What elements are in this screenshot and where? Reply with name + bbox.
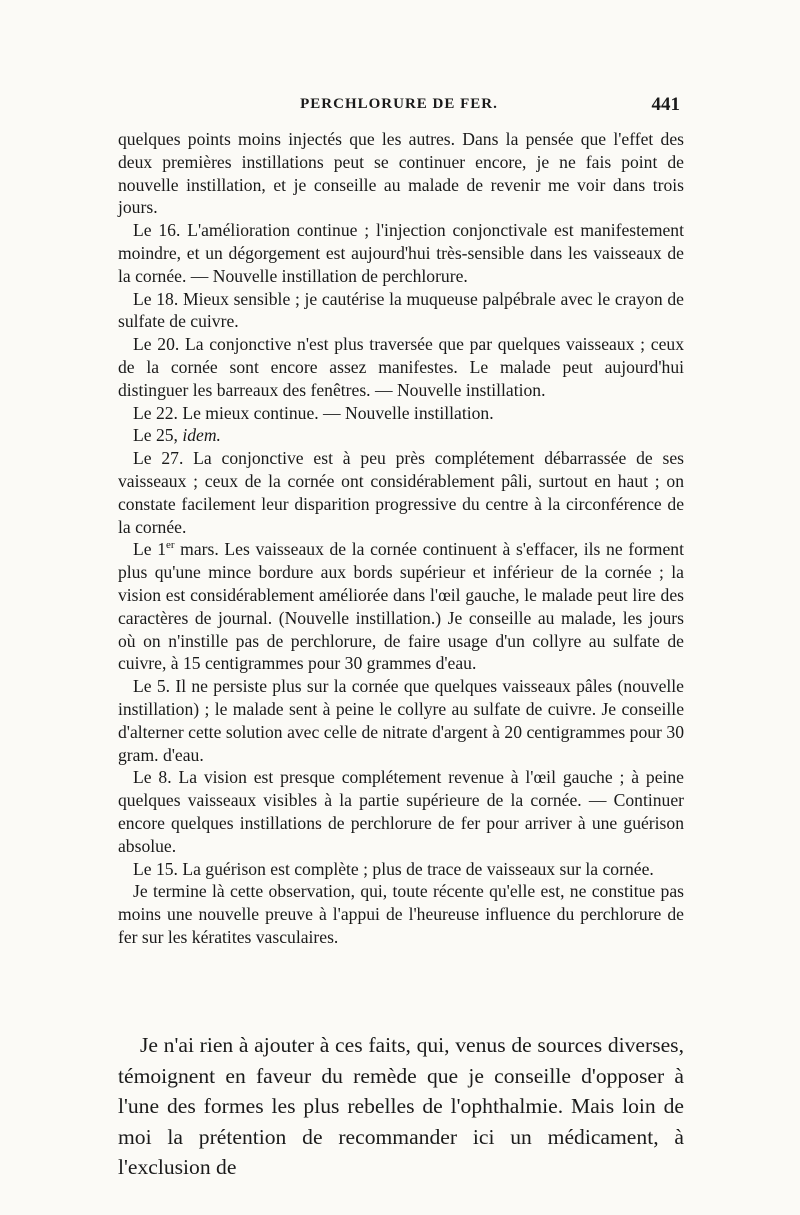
mars-prefix: Le 1: [133, 539, 166, 560]
mars-superscript: er: [166, 539, 175, 552]
paragraph-day-22: Le 22. Le mieux continue. — Nouvelle instillation.: [133, 402, 494, 423]
large-text-section: [118, 1030, 684, 1183]
day-25-idem: idem.: [182, 425, 221, 446]
paragraph-day-8: Le 8. La vision est presque complétement revenue à l'œil gauche ; à peine quelques vaisseaux visibles à la partie supérieure de la cornée. — Continuer encore quelques instillations de perchlorure de fer pour arriver à une guérison absolue.: [118, 767, 684, 856]
paragraph-day-25: [118, 424, 684, 447]
paragraph-mars-1: [118, 538, 684, 675]
day-25-prefix: Le 25,: [133, 425, 183, 446]
body-text: [118, 128, 684, 949]
paragraph-intro: quelques points moins injectés que les autres. Dans la pensée que l'effet des deux premières instillations peut se continuer encore, je ne fais point de nouvelle instillation, et je conseille au malade de revenir me voir dans trois jours.: [118, 129, 684, 218]
paragraph-day-20: Le 20. La conjonctive n'est plus traversée que par quelques vaisseaux ; ceux de la cornée sont encore assez manifestes. Le malade peut aujourd'hui distinguer les barreaux des fenêtres. — Nouvelle instillation.: [118, 334, 684, 400]
paragraph-day-18: Le 18. Mieux sensible ; je cautérise la muqueuse palpébrale avec le crayon de sulfate de cuivre.: [118, 288, 684, 332]
running-head: [118, 96, 680, 120]
paragraph-conclusion: Je termine là cette observation, qui, toute récente qu'elle est, ne constitue pas moins une nouvelle preuve à l'appui de l'heureuse influence du perchlorure de fer sur les kératites vasculaires.: [118, 881, 684, 947]
paragraph-day-16: Le 16. L'amélioration continue ; l'injection conjonctivale est manifestement moindre, et un dégorgement est aujourd'hui très-sensible dans les vaisseaux de la cornée. — Nouvelle instillation de perchlorure.: [118, 220, 684, 286]
mars-text: mars. Les vaisseaux de la cornée continuent à s'effacer, ils ne forment plus qu'une mince bordure aux bords supérieur et inférieur de la cornée ; la vision est considérablement améliorée dans l'œil gauche, le malade peut lire des caractères de journal. (Nouvelle instillation.) Je conseille au malade, les jours où on n'instille pas de perchlorure, de faire usage d'un collyre au sulfate de cuivre, à 15 centigrammes pour 30 grammes d'eau.: [118, 539, 684, 674]
page-number: 441: [651, 94, 680, 115]
paragraph-day-27: Le 27. La conjonctive est à peu près complétement débarrassée de ses vaisseaux ; ceux de la cornée ont considérablement pâli, surtout en haut ; on constate facilement leur disparition progressive du centre à la circonférence de la cornée.: [118, 448, 684, 537]
running-title: PERCHLORURE DE FER.: [300, 96, 498, 112]
paragraph-day-5: Le 5. Il ne persiste plus sur la cornée que quelques vaisseaux pâles (nouvelle instillation) ; le malade sent à peine le collyre au sulfate de cuivre. Je conseille d'alterner cette solution avec celle de nitrate d'argent à 20 centigrammes pour 30 gram. d'eau.: [118, 676, 684, 765]
paragraph-final: Je n'ai rien à ajouter à ces faits, qui, venus de sources diverses, témoignent en faveur du remède que je conseille d'opposer à l'une des formes les plus rebelles de l'ophthalmie. Mais loin de moi la prétention de recommander ici un médicament, à l'exclusion de: [118, 1033, 684, 1179]
paragraph-day-15: Le 15. La guérison est complète ; plus de trace de vaisseaux sur la cornée.: [133, 858, 654, 879]
